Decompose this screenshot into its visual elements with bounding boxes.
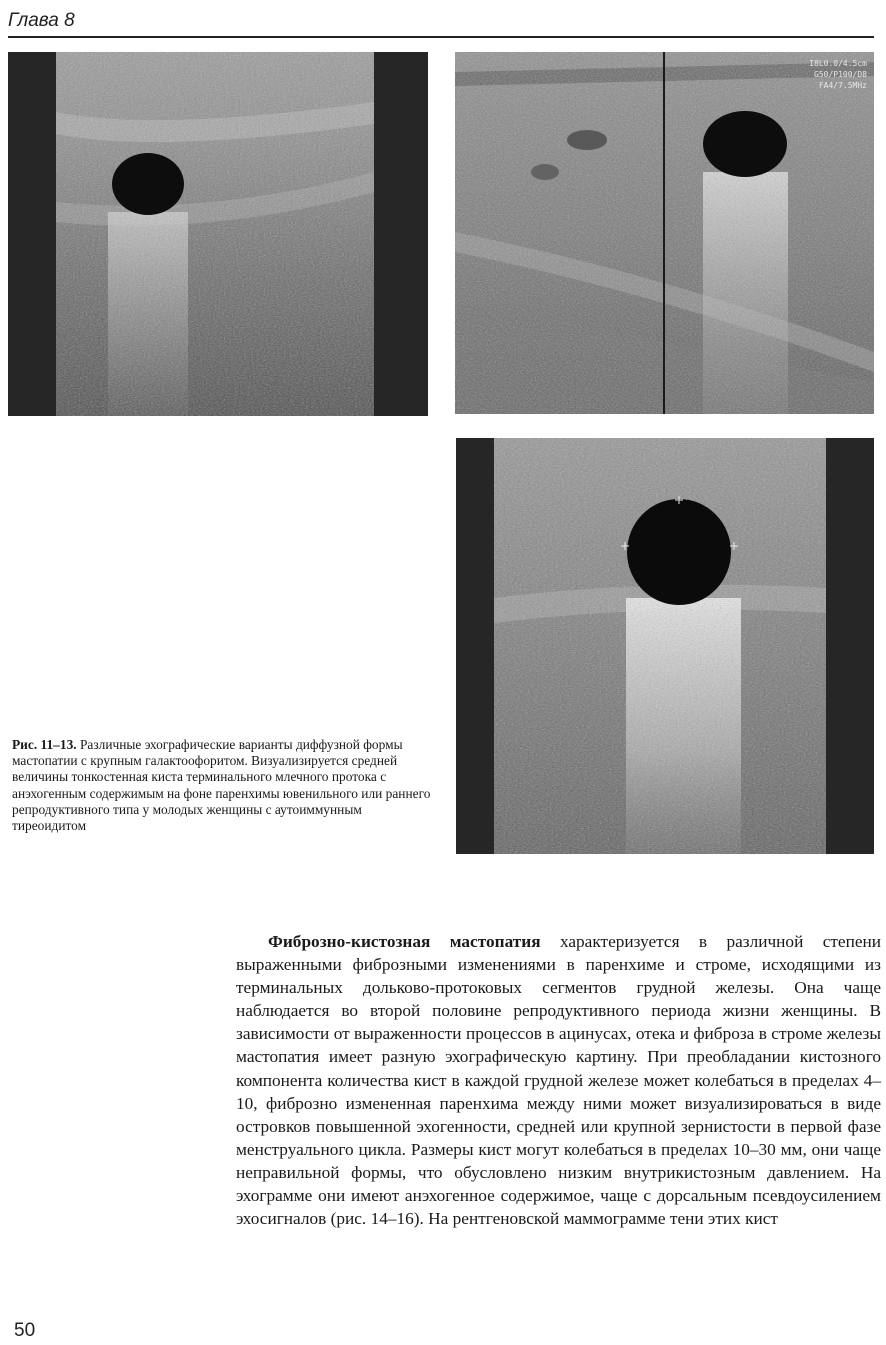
ultrasound-image-1 bbox=[8, 52, 428, 416]
figure-number: Рис. 11–13. bbox=[12, 737, 77, 752]
body-paragraph-text: характеризуется в различной степени выраженными фиброзными изменениями в паренхиме и строме, исходящими из терминальных дольково-протоковых сегментов грудной железы. Она чаще наблюдается во второй половине репродуктивного периода жизни женщины. В зависимости от выраженности процессов в ацинусах, отека и фиброза в строме железы мастопатия имеет разную эхографическую картину. При преобладании кистозного компонента количества кист в каждой грудной железе может колебаться в пределах 4–10, фиброзно измененная паренхима между ними может визуализироваться в виде островков повышенной эхогенности, средней или крупной зернистости в первой фазе менструального цикла. Размеры кист могут колебаться в пределах 10–30 мм, они чаще неправильной формы, что обусловлено низким внутрикистозным давлением. На эхограмме они имеют анэхогенное содержимое, чаще с дорсальным псевдоусилением эхосигналов (рис. 14–16). На рентгеновской маммограмме тени этих кист bbox=[236, 932, 881, 1229]
figure-caption bbox=[12, 737, 432, 834]
page-number: 50 bbox=[14, 1320, 36, 1341]
scan-param-line-1: I8L0.0/4.5cm bbox=[809, 59, 867, 68]
term-heading: Фиброзно-кистозная мастопатия bbox=[268, 932, 541, 951]
figure-caption-text: Различные эхографические варианты диффузной формы мастопатии с крупным галактоофоритом. Визуализируется средней величины тонкостенная киста терминального млечного протока с анэхогенным содержимым на фоне паренхимы ювенильного или раннего репродуктивного типа у молодых женщины с аутоиммунным тиреоидитом bbox=[12, 737, 431, 834]
ultrasound-image-2 bbox=[455, 52, 874, 414]
ultrasound-image-3 bbox=[456, 438, 874, 854]
header-rule bbox=[8, 36, 874, 38]
scan-param-line-3: FA4/7.5MHz bbox=[818, 81, 867, 90]
body-text bbox=[236, 930, 881, 1230]
chapter-header: Глава 8 bbox=[8, 10, 75, 31]
scan-param-line-2: G50/P100/D8 bbox=[814, 70, 867, 79]
body-paragraph bbox=[236, 930, 881, 1230]
